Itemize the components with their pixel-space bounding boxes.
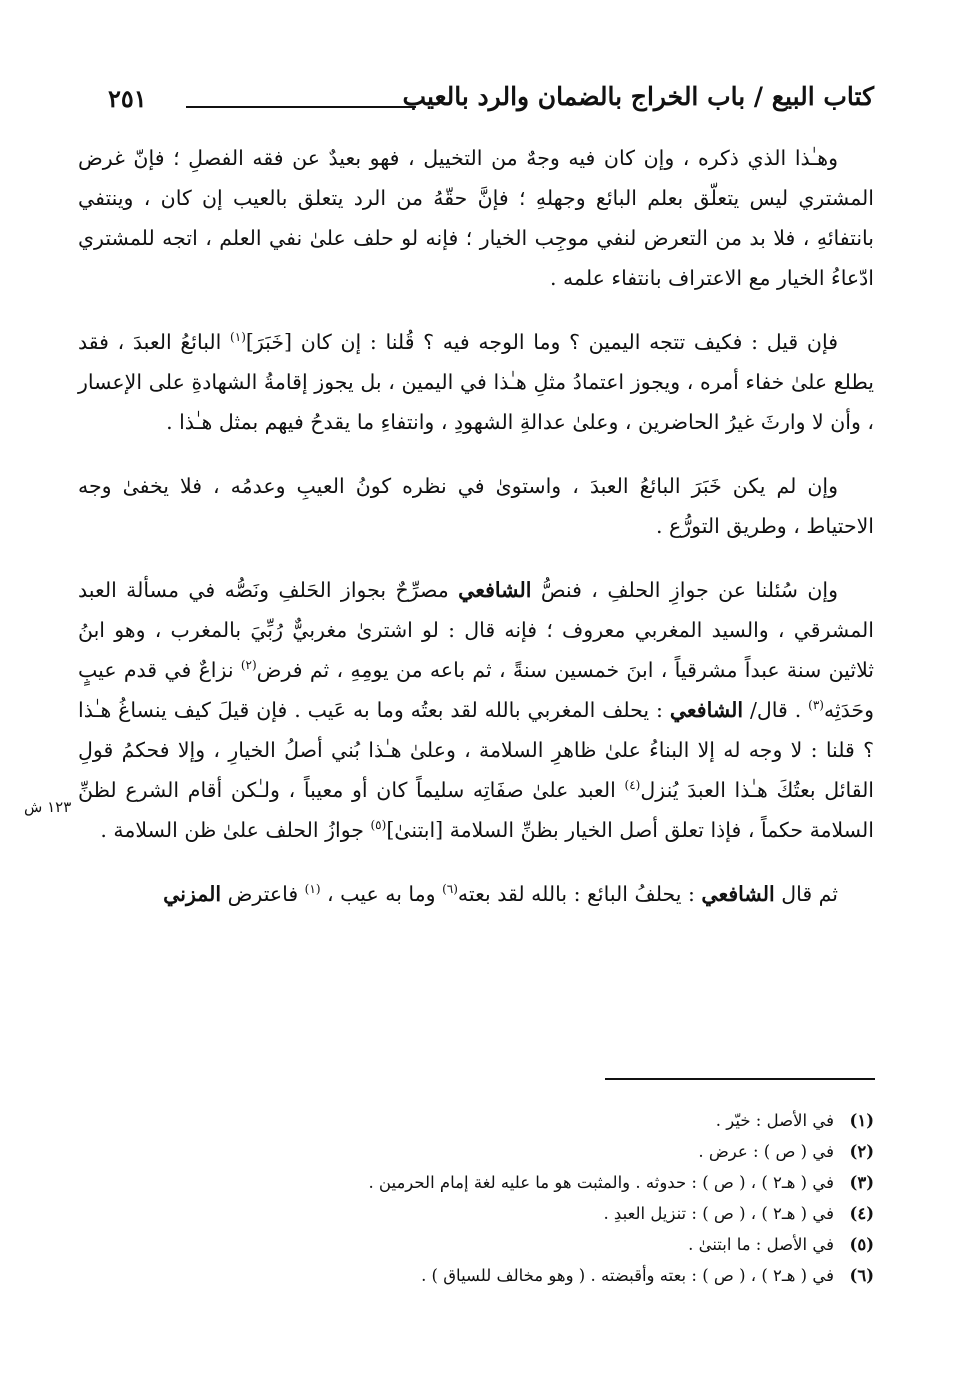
running-header — [108, 82, 874, 122]
footnote-marker: (٢) — [240, 658, 257, 673]
footnote-text: في الأصل : خيّر . — [715, 1111, 834, 1130]
footnote-marker: (٤) — [624, 778, 641, 793]
footnote-item — [180, 1260, 874, 1291]
main-text — [78, 138, 874, 914]
paragraph-text: وما به عيب ، — [320, 882, 443, 906]
paragraph-text: جوازُ الحلف علىٰ ظن السلامة . — [100, 818, 371, 842]
margin-folio-reference: ١٢٣ ش — [24, 798, 72, 816]
keyword-name: الشافعي — [701, 882, 775, 906]
paragraph-text: العبد علىٰ صفَاتِه سليماً كان أو معيباً ، ولـٰكن أقام الشرع لظنِّ السلامة حكماً ، فإذا تعلق أصل الخيار بظنِّ السلامة [ابتنىٰ] — [78, 778, 874, 842]
footnote-marker: (٣) — [808, 698, 824, 713]
paragraph-text: فإن قيل : فكيف تتجه اليمين ؟ وما الوجه فيه ؟ قُلنا : إن كان [خَبَرَ] — [245, 330, 838, 354]
footnote-number: (١) — [849, 1111, 874, 1130]
keyword-name: الشافعي — [669, 698, 744, 722]
footnote-marker: (١) — [304, 882, 321, 897]
footnote-marker: (١) — [230, 330, 246, 345]
footnote-text: في ( هـ٢ ) ، ( ص ) : بعته وأقبضته . ( وهو مخالف للسياق ) . — [421, 1266, 834, 1285]
paragraph — [78, 466, 874, 546]
footnote-number: (٤) — [849, 1204, 874, 1223]
paragraph-text: البائعُ العبدَ ، فقد يطلع علىٰ خفاء أمره ، ويجوز اعتمادُ مثلِ هـٰذا في اليمين ، بل يجوز إقامةُ الشهادةِ على الإعسار ، وأن لا وارثَ غيرُ الحاضرين ، وعلىٰ عدالةِ الشهودِ ، وانتفاءِ ما يقدحُ فيهم بمثل هـٰذا . — [78, 330, 874, 434]
footnote-text: في ( هـ٢ ) ، ( ص ) : تنزيل العبدِ . — [603, 1204, 834, 1223]
footnote-item — [180, 1105, 874, 1136]
paragraph-text: ثم قال — [774, 882, 838, 906]
paragraph-text: : يحلف المغربي بالله لقد بعتُه وما به عَيب . فإن قيلَ كيف ينساغُ هـٰذا ؟ قلنا : لا وجه له إلا البناءُ علىٰ ظاهرِ السلامة ، وعلىٰ هـٰذا بُني أصلُ الخيارِ ، وإلا فحكمُ قولِ القائل بعتُكَ هـٰذا العبدَ يُنزل — [78, 698, 875, 802]
page-number: ٢٥١ — [108, 84, 147, 113]
footnote-number: (٣) — [849, 1173, 874, 1192]
footnote-text: في ( ص ) : عرض . — [698, 1142, 834, 1161]
paragraph-text: مصرِّحٌ بجواز الحَلفِ ونَصُّه في مسألة العبد المشرقي ، والسيد المغربي معروف ؛ فإنه قال : لو اشترىٰ مغربيٌّ رُبِّيَ بالمغرب ، وهو ابنُ ثلاثين سنة عبداً مشرقياً ، ابنَ خمسين سنةً ، ثم باعه من يومِهِ ، ثم فرض — [78, 578, 875, 682]
footnote-text: في الأصل : ما ابتنىٰ . — [688, 1235, 834, 1254]
paragraph-text: . قال/ — [743, 698, 809, 722]
footnote-number: (٥) — [849, 1235, 874, 1254]
paragraph-text: وإن سُئلنا عن جوازِ الحلفِ ، فنصُّ — [531, 578, 838, 602]
footnote-item — [180, 1198, 874, 1229]
paragraph — [78, 874, 874, 914]
footnote-marker: (٦) — [442, 882, 458, 897]
keyword-name: المزني — [163, 882, 222, 906]
paragraph-text: وهـٰذا الذي ذكره ، وإن كان فيه وجهٌ من التخييل ، فهو بعيدٌ عن فقه الفصلِ ؛ فإنّ غرض المشتري ليس يتعلّق بعلم البائع وجهلهِ ؛ فإنَّ حقّهُ من الرد يتعلق بالعيب إن كان ، وينتفي بانتفائهِ ، فلا بد من التعرض لنفي موجِب الخيار ؛ فإنه لو حلف علىٰ نفي العلم ، اتجه للمشتري ادّعاءُ الخيار مع الاعتراف بانتفاء علمه . — [78, 146, 874, 290]
paragraph-text: فاعترض — [221, 882, 305, 906]
paragraph — [78, 570, 874, 850]
footnote-number: (٦) — [849, 1266, 874, 1285]
paragraph — [78, 322, 874, 442]
paragraph-text: : يحلفُ البائع : بالله لقد بعته — [457, 882, 702, 906]
footnote-marker: (٥) — [370, 818, 387, 833]
keyword-name: الشافعي — [458, 578, 532, 602]
footnote-item — [180, 1167, 874, 1198]
paragraph-text: وإن لم يكن خَبَرَ البائعُ العبدَ ، واستوىٰ في نظره كونُ العيبِ وعدمُه ، فلا يخفىٰ وجه الاحتياط ، وطريق التورُّع . — [78, 474, 874, 538]
footnotes — [180, 1105, 874, 1291]
footnote-item — [180, 1229, 874, 1260]
footnote-number: (٢) — [849, 1142, 874, 1161]
header-rule — [186, 106, 416, 108]
footnote-item — [180, 1136, 874, 1167]
footnote-text: في ( هـ٢ ) ، ( ص ) : حدوثه . والمثبت هو ما عليه لغة إمام الحرمين . — [368, 1173, 834, 1192]
paragraph-text: نزاعٌ في قدم عيبٍ وحَدَثِه — [78, 658, 874, 722]
footnote-divider — [605, 1078, 875, 1080]
running-title: كتاب البيع / باب الخراج بالضمان والرد بالعيب — [402, 82, 874, 111]
paragraph — [78, 138, 874, 298]
